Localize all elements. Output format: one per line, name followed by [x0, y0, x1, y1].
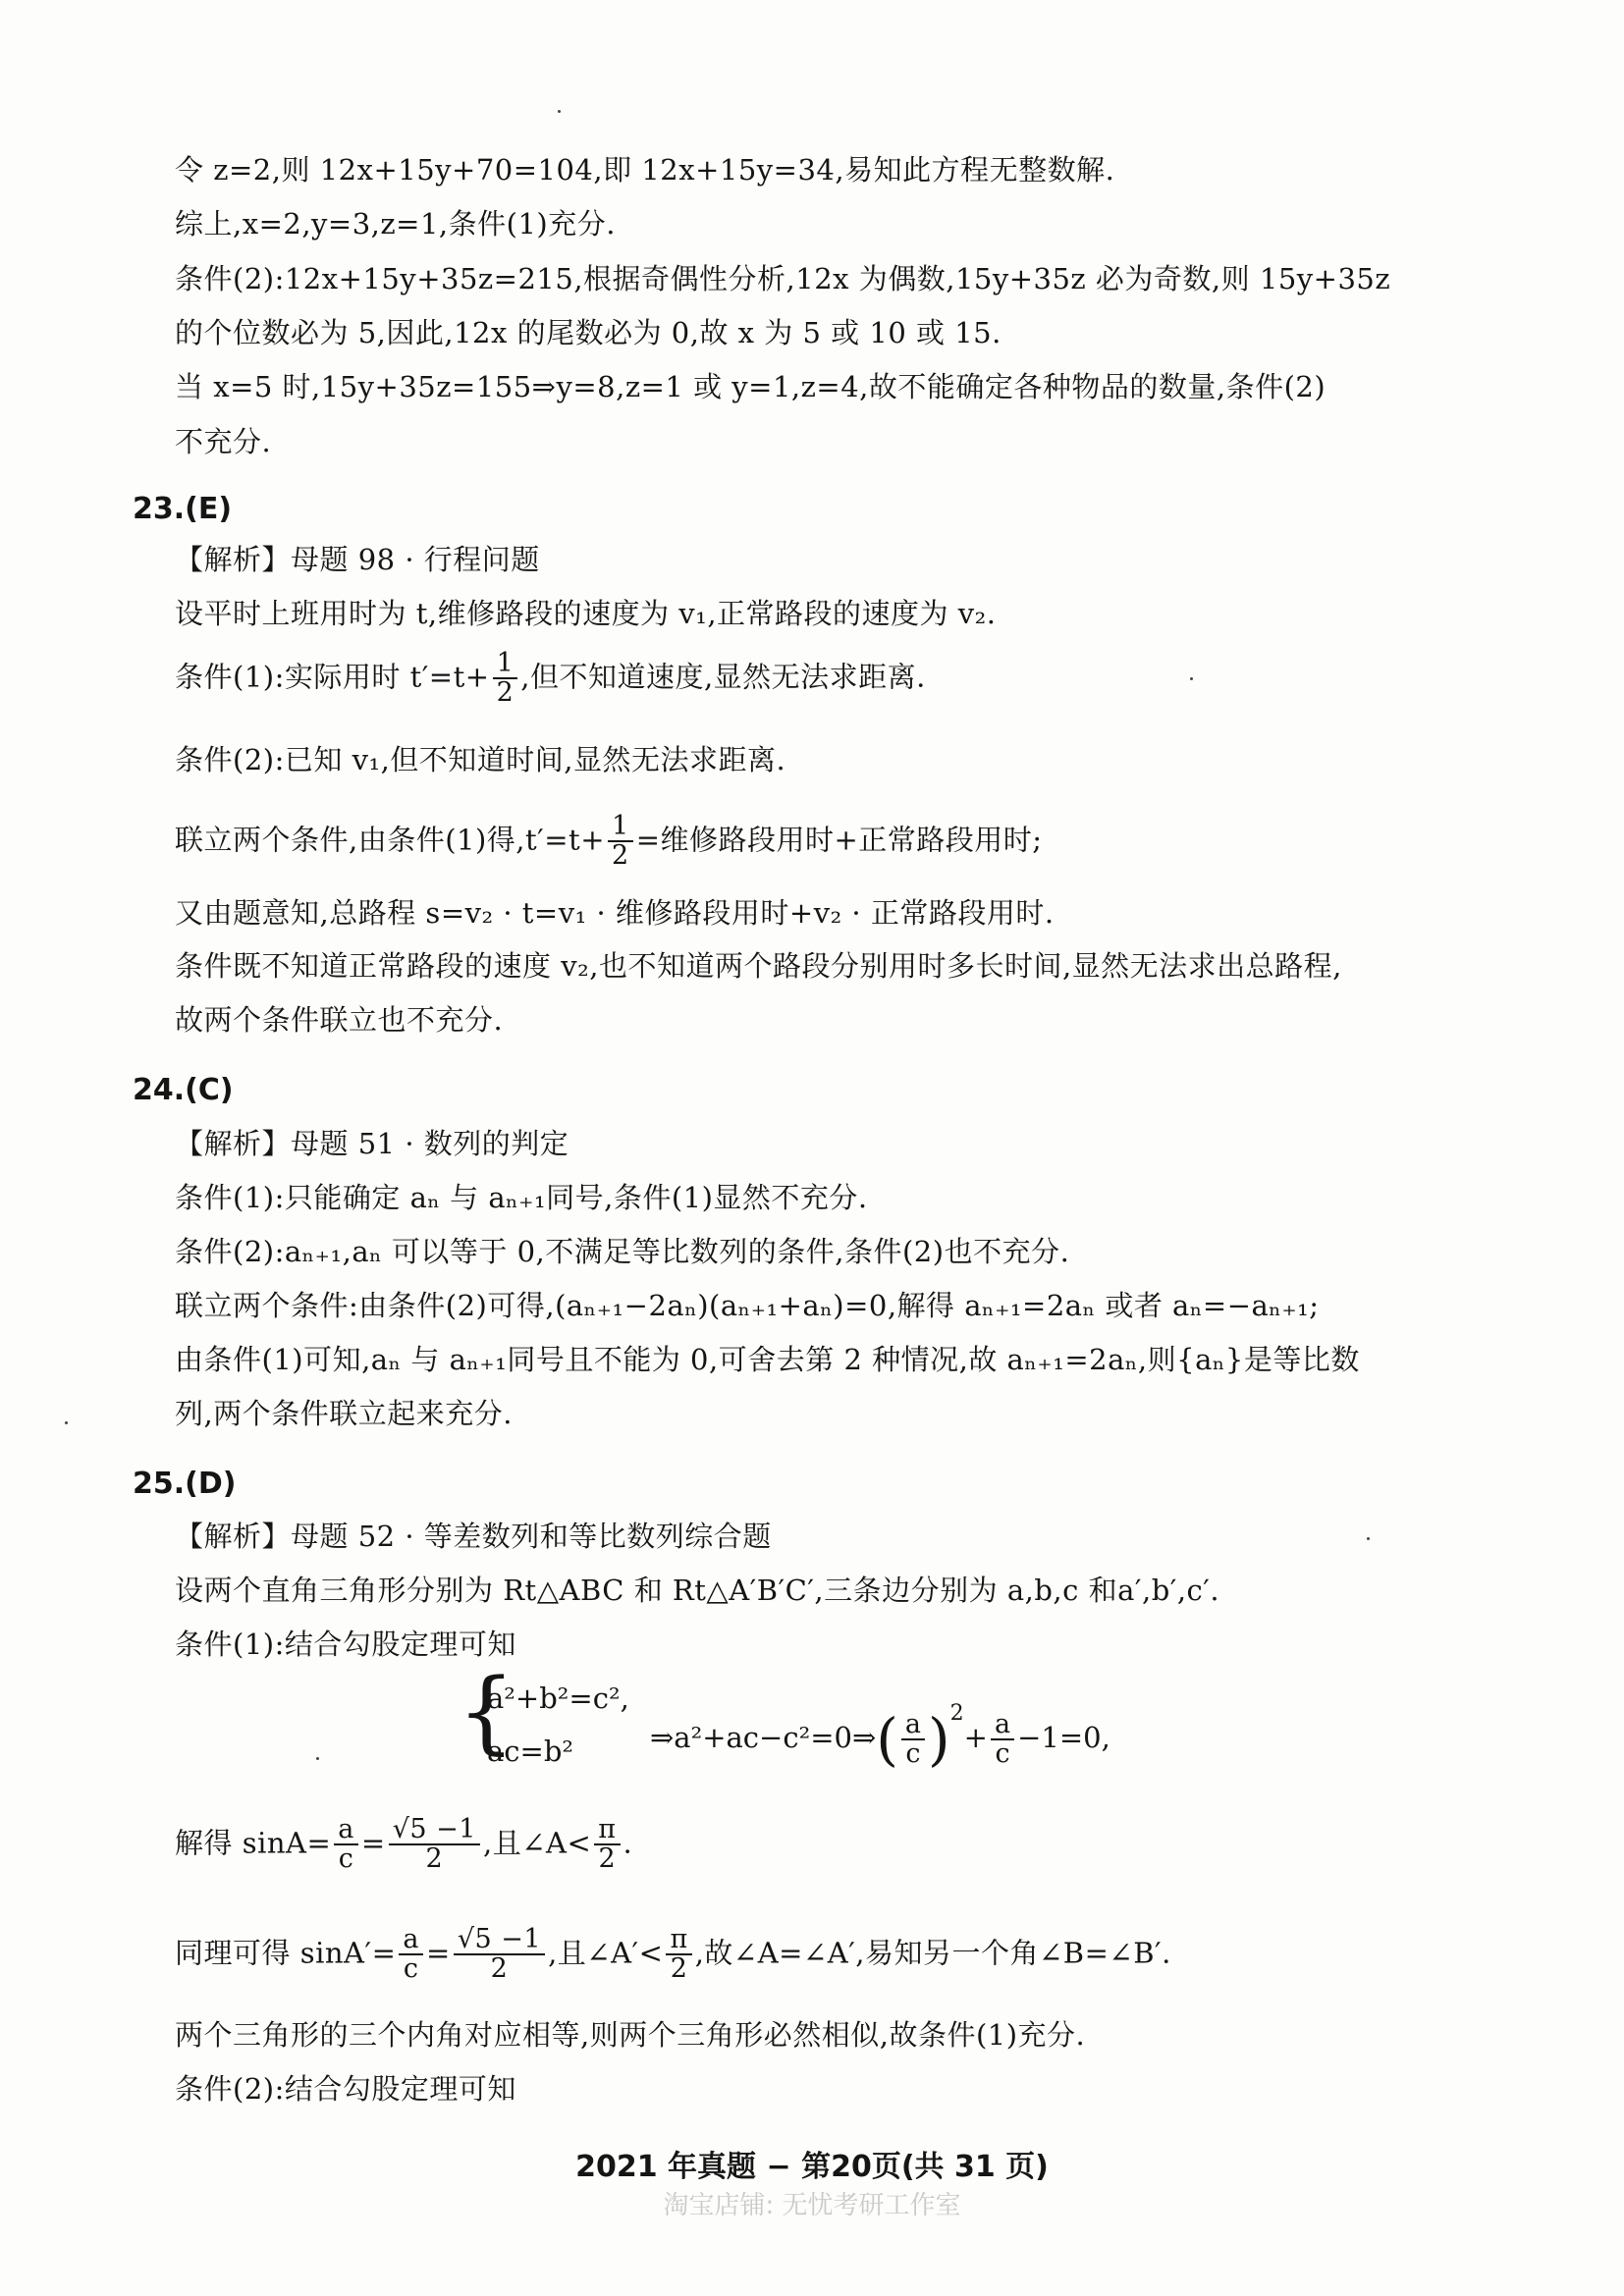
- fraction-denominator: 2: [598, 1843, 617, 1875]
- q23-line-3: 条件(2):已知 v₁,但不知道时间,显然无法求距离.: [175, 743, 786, 776]
- q25-sinA-prime-line: [175, 1926, 1171, 1984]
- q24-line-5: 列,两个条件联立起来充分.: [175, 1397, 513, 1430]
- q22-line-2: 综上,x=2,y=3,z=1,条件(1)充分.: [175, 207, 616, 240]
- q25-line-2: 条件(1):结合勾股定理可知: [175, 1628, 516, 1661]
- q24-line-2: 条件(2):aₙ₊₁,aₙ 可以等于 0,不满足等比数列的条件,条件(2)也不充分.: [175, 1235, 1070, 1268]
- fraction-numerator: a: [399, 1926, 423, 1955]
- fraction-numerator: √5 −1: [389, 1816, 480, 1845]
- page-footer: 2021 年真题 − 第20页(共 31 页): [575, 2150, 1049, 2184]
- sinA-prime-text-c: ,故∠A=∠A′,易知另一个角∠B=∠B′.: [694, 1936, 1171, 1970]
- fraction-denominator: c: [995, 1738, 1010, 1769]
- q25-line-5: 两个三角形的三个内角对应相等,则两个三角形必然相似,故条件(1)充分.: [175, 2018, 1086, 2052]
- fraction-numerator: √5 −1: [454, 1926, 545, 1955]
- fraction-numerator: π: [594, 1816, 620, 1845]
- q24-line-1: 条件(1):只能确定 aₙ 与 aₙ₊₁同号,条件(1)显然不充分.: [175, 1181, 868, 1214]
- sinA-prime-text-a: 同理可得 sinA′=: [175, 1936, 397, 1970]
- fraction-numerator: a: [334, 1816, 358, 1845]
- sinA-text-a: 解得 sinA=: [175, 1826, 332, 1860]
- fraction-a-over-c: [991, 1708, 1014, 1769]
- q22-line-3: 条件(2):12x+15y+35z=215,根据奇偶性分析,12x 为偶数,15y+35z 必为奇数,则 15y+35z: [175, 262, 1391, 295]
- q24-line-4: 由条件(1)可知,aₙ 与 aₙ₊₁同号且不能为 0,可舍去第 2 种情况,故 aₙ₊₁=2aₙ,则{aₙ}是等比数: [175, 1343, 1360, 1376]
- fraction-one-half: [493, 650, 518, 708]
- q23-line-1: 设平时上班用时为 t,维修路段的速度为 v₁,正常路段的速度为 v₂.: [175, 597, 997, 630]
- scan-speck: [65, 1421, 68, 1424]
- q22-line-1: 令 z=2,则 12x+15y+70=104,即 12x+15y=34,易知此方程无整数解.: [175, 153, 1115, 187]
- system-brace: {: [458, 1659, 515, 1764]
- fraction-numerator: 1: [608, 813, 633, 842]
- scan-speck: [558, 110, 561, 113]
- fraction-pi-over-2: [666, 1926, 691, 1984]
- fraction-root5-minus-1-over-2: [389, 1816, 480, 1874]
- q23-line-2-text-b: ,但不知道速度,显然无法求距离.: [520, 660, 926, 694]
- derived-equation-text-c: −1=0,: [1017, 1721, 1110, 1754]
- q22-line-5: 当 x=5 时,15y+35z=155⇒y=8,z=1 或 y=1,z=4,故不能确定各种物品的数量,条件(2): [175, 370, 1326, 403]
- system-equation-2: ac=b²: [487, 1735, 574, 1768]
- fraction-a-over-c: [399, 1926, 423, 1984]
- q23-line-6: 条件既不知道正常路段的速度 v₂,也不知道两个路段分别用时多长时间,显然无法求出总路程,: [175, 949, 1342, 983]
- q23-line-2: [175, 650, 926, 708]
- q24-line-3: 联立两个条件:由条件(2)可得,(aₙ₊₁−2aₙ)(aₙ₊₁+aₙ)=0,解得 aₙ₊₁=2aₙ 或者 aₙ=−aₙ₊₁;: [175, 1289, 1320, 1322]
- q23-line-5: 又由题意知,总路程 s=v₂ · t=v₁ · 维修路段用时+v₂ · 正常路段用时.: [175, 896, 1055, 930]
- q25-sinA-line: [175, 1816, 632, 1874]
- q23-line-2-text-a: 条件(1):实际用时 t′=t+: [175, 660, 490, 694]
- q25-line-1: 设两个直角三角形分别为 Rt△ABC 和 Rt△A′B′C′,三条边分别为 a,b,c 和a′,b′,c′.: [175, 1574, 1220, 1607]
- equals-sign: =: [426, 1936, 451, 1970]
- sinA-prime-text-b: ,且∠A′<: [548, 1936, 664, 1970]
- fraction-a-over-c: [901, 1708, 925, 1769]
- watermark: 淘宝店铺: 无忧考研工作室: [663, 2191, 961, 2220]
- sinA-text-b: ,且∠A<: [483, 1826, 592, 1860]
- question-number-24: 24.(C): [133, 1073, 234, 1107]
- right-paren: ): [928, 1706, 950, 1773]
- fraction-denominator: 2: [496, 677, 514, 709]
- q23-line-7: 故两个条件联立也不充分.: [175, 1003, 504, 1037]
- q23-line-4: [175, 813, 1043, 871]
- derived-equation: [650, 1694, 1110, 1773]
- equals-sign: =: [360, 1826, 386, 1860]
- fraction-numerator: a: [901, 1711, 925, 1740]
- derived-equation-text-a: ⇒a²+ac−c²=0⇒: [650, 1721, 877, 1754]
- scan-speck: [316, 1757, 319, 1760]
- question-number-25: 25.(D): [133, 1467, 237, 1501]
- fraction-root5-minus-1-over-2: [454, 1926, 545, 1984]
- sinA-end: .: [623, 1826, 633, 1860]
- fraction-numerator: π: [666, 1926, 691, 1955]
- left-paren: (: [876, 1706, 898, 1773]
- fraction-a-over-c: [334, 1816, 358, 1874]
- scan-speck: [1190, 677, 1193, 680]
- fraction-numerator: 1: [493, 650, 518, 679]
- q23-line-4-text-a: 联立两个条件,由条件(1)得,t′=t+: [175, 823, 606, 857]
- fraction-denominator: 2: [490, 1953, 509, 1985]
- q23-line-4-text-b: =维修路段用时+正常路段用时;: [635, 823, 1043, 857]
- scan-speck: [1367, 1537, 1370, 1540]
- system-equation-1: a²+b²=c²,: [487, 1682, 629, 1715]
- fraction-numerator: a: [991, 1711, 1014, 1740]
- fraction-one-half: [608, 813, 633, 871]
- q22-line-6: 不充分.: [175, 425, 272, 458]
- q23-analysis-heading: 【解析】母题 98 · 行程问题: [175, 543, 540, 576]
- plus-sign: +: [963, 1721, 988, 1754]
- fraction-denominator: c: [338, 1843, 354, 1875]
- fraction-denominator: c: [905, 1738, 921, 1769]
- fraction-pi-over-2: [594, 1816, 620, 1874]
- fraction-denominator: 2: [425, 1843, 444, 1875]
- q24-analysis-heading: 【解析】母题 51 · 数列的判定: [175, 1127, 569, 1160]
- q25-line-6: 条件(2):结合勾股定理可知: [175, 2072, 516, 2106]
- fraction-denominator: 2: [670, 1953, 688, 1985]
- question-number-23: 23.(E): [133, 492, 233, 526]
- exponent: 2: [949, 1701, 964, 1726]
- q22-line-4: 的个位数必为 5,因此,12x 的尾数必为 0,故 x 为 5 或 10 或 15.: [175, 316, 1001, 349]
- fraction-denominator: 2: [612, 840, 629, 872]
- fraction-denominator: c: [403, 1953, 419, 1985]
- q25-analysis-heading: 【解析】母题 52 · 等差数列和等比数列综合题: [175, 1520, 772, 1553]
